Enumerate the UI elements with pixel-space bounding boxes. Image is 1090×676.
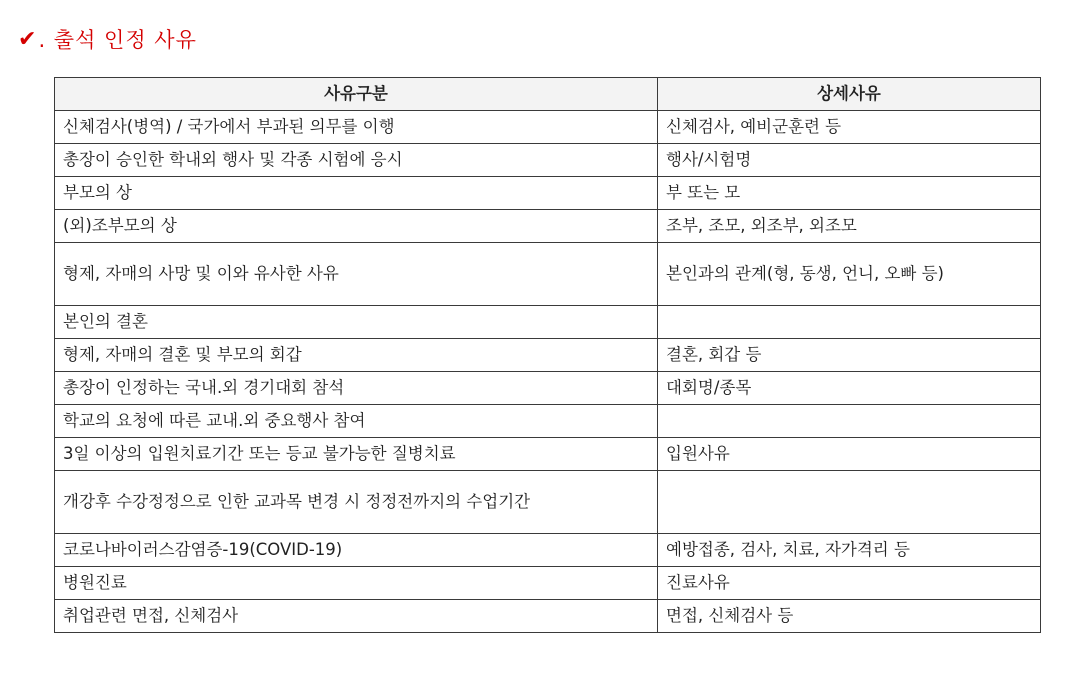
column-header-category: 사유구분 xyxy=(55,78,658,111)
detail-cell: 예방접종, 검사, 치료, 자가격리 등 xyxy=(658,534,1041,567)
category-cell: 코로나바이러스감염증-19(COVID-19) xyxy=(55,534,658,567)
category-cell: 신체검사(병역) / 국가에서 부과된 의무를 이행 xyxy=(55,111,658,144)
detail-cell: 진료사유 xyxy=(658,567,1041,600)
detail-cell: 신체검사, 예비군훈련 등 xyxy=(658,111,1041,144)
detail-cell: 면접, 신체검사 등 xyxy=(658,600,1041,633)
attendance-reasons-table xyxy=(54,77,1041,633)
table-row xyxy=(55,144,1041,177)
table-row xyxy=(55,111,1041,144)
table-row xyxy=(55,471,1041,534)
table-row xyxy=(55,567,1041,600)
table-row xyxy=(55,534,1041,567)
category-cell: 형제, 자매의 결혼 및 부모의 회갑 xyxy=(55,339,658,372)
category-cell: (외)조부모의 상 xyxy=(55,210,658,243)
detail-cell: 결혼, 회갑 등 xyxy=(658,339,1041,372)
section-title: . 출석 인정 사유 xyxy=(38,28,197,52)
detail-cell xyxy=(658,306,1041,339)
detail-cell: 본인과의 관계(형, 동생, 언니, 오빠 등) xyxy=(658,243,1041,306)
table-row xyxy=(55,438,1041,471)
category-cell: 총장이 인정하는 국내.외 경기대회 참석 xyxy=(55,372,658,405)
detail-cell: 행사/시험명 xyxy=(658,144,1041,177)
table-row xyxy=(55,306,1041,339)
table-row xyxy=(55,339,1041,372)
detail-cell: 대회명/종목 xyxy=(658,372,1041,405)
detail-cell: 부 또는 모 xyxy=(658,177,1041,210)
category-cell: 3일 이상의 입원치료기간 또는 등교 불가능한 질병치료 xyxy=(55,438,658,471)
detail-cell: 조부, 조모, 외조부, 외조모 xyxy=(658,210,1041,243)
table-row xyxy=(55,372,1041,405)
section-heading xyxy=(18,24,197,54)
detail-cell xyxy=(658,471,1041,534)
table-row xyxy=(55,243,1041,306)
category-cell: 부모의 상 xyxy=(55,177,658,210)
detail-cell: 입원사유 xyxy=(658,438,1041,471)
category-cell: 총장이 승인한 학내외 행사 및 각종 시험에 응시 xyxy=(55,144,658,177)
table-row xyxy=(55,405,1041,438)
detail-cell xyxy=(658,405,1041,438)
category-cell: 취업관련 면접, 신체검사 xyxy=(55,600,658,633)
table-row xyxy=(55,600,1041,633)
table-row xyxy=(55,177,1041,210)
table-row xyxy=(55,210,1041,243)
column-header-detail: 상세사유 xyxy=(658,78,1041,111)
checkmark-icon: ✔ xyxy=(18,26,37,52)
category-cell: 개강후 수강정정으로 인한 교과목 변경 시 정정전까지의 수업기간 xyxy=(55,471,658,534)
category-cell: 형제, 자매의 사망 및 이와 유사한 사유 xyxy=(55,243,658,306)
category-cell: 학교의 요청에 따른 교내.외 중요행사 참여 xyxy=(55,405,658,438)
category-cell: 병원진료 xyxy=(55,567,658,600)
category-cell: 본인의 결혼 xyxy=(55,306,658,339)
table-header-row xyxy=(55,78,1041,111)
